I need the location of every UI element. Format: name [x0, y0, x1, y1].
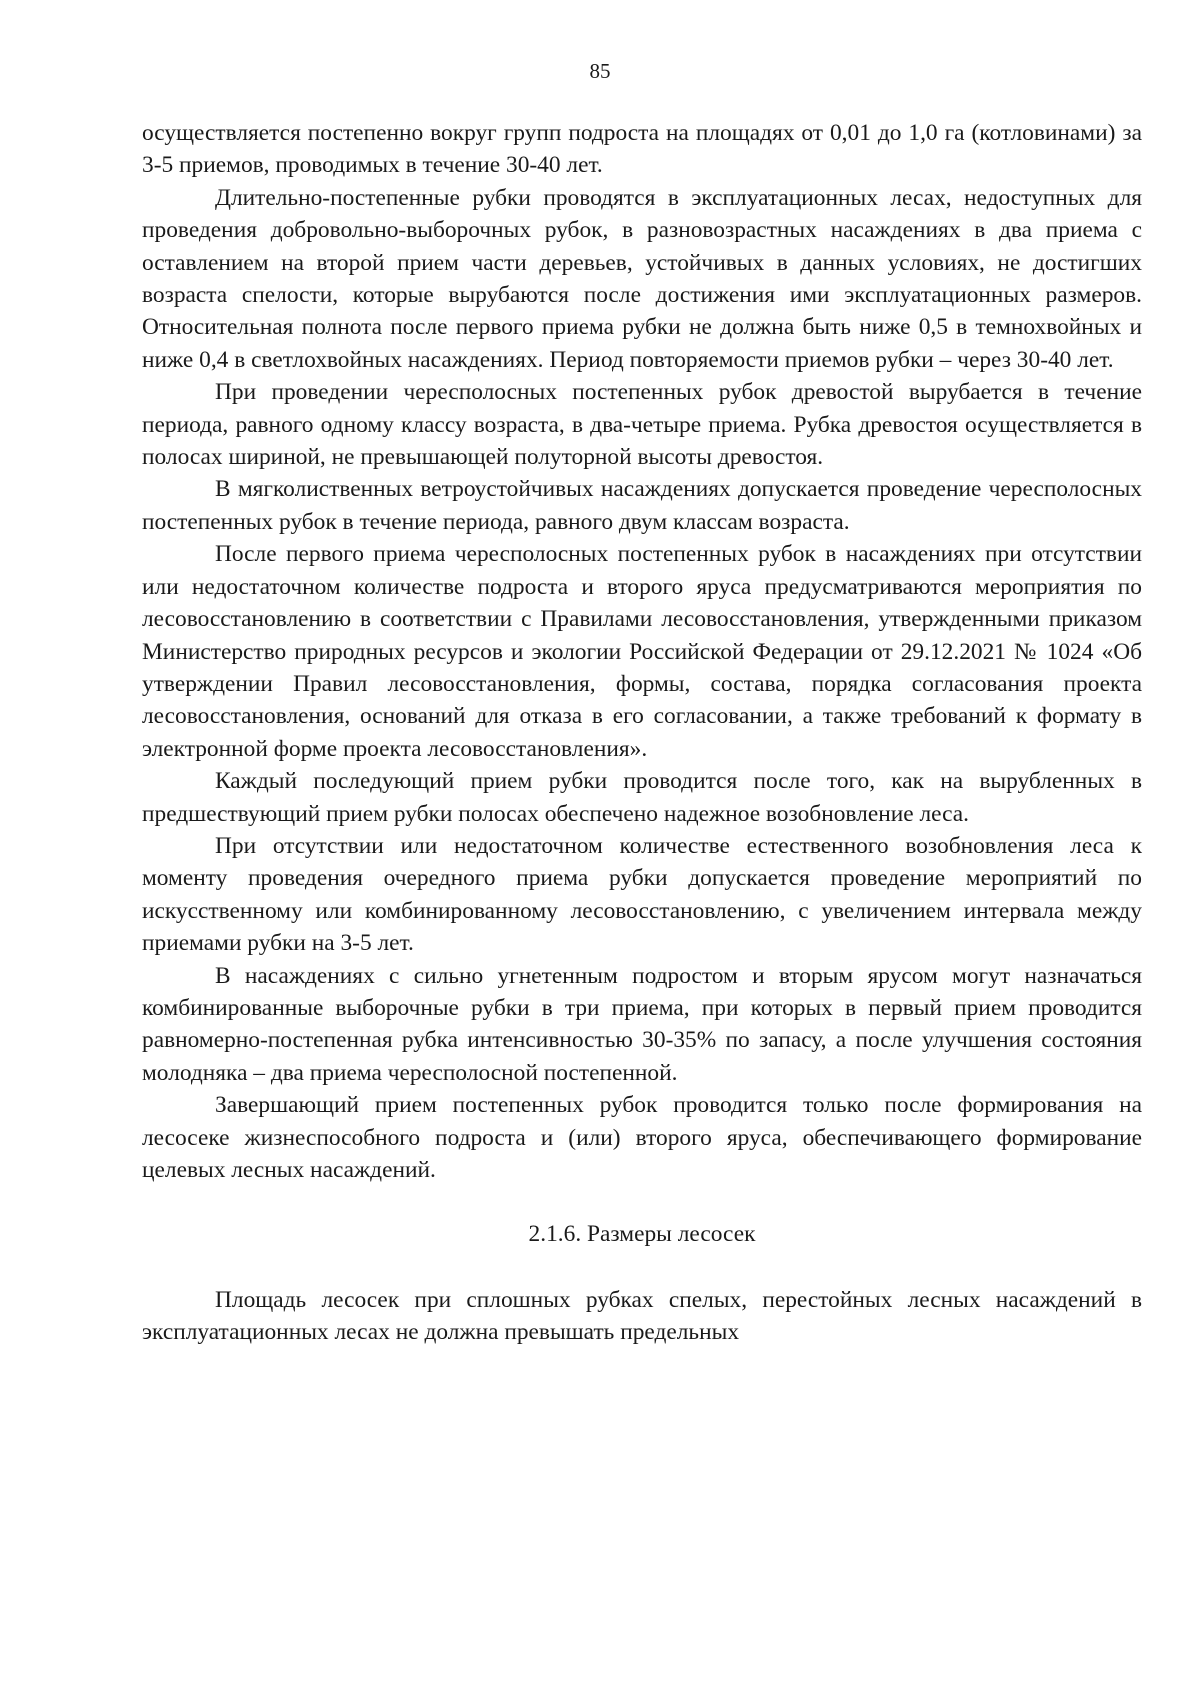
- paragraph-softwood-stands: В мягколиственных ветроустойчивых насаждениях допускается проведение чересполосных постепенных рубок в течение периода, равного двум классам возраста.: [142, 476, 1142, 535]
- paragraph-combined-cutting: В насаждениях с сильно угнетенным подростом и вторым ярусом могут назначаться комбинированные выборочные рубки в три приема, при которых в первый прием проводится равномерно-постепенная рубка интенсивностью 30-35% по запасу, а после улучшения состояния молодняка – два приема чересполосной постепенной.: [142, 962, 1142, 1086]
- paragraph-strip-cutting: При проведении чересполосных постепенных рубок древостой вырубается в течение периода, равного одному классу возраста, в два-четыре приема. Рубка древостоя осуществляется в полосах шириной, не превышающей полуторной высоты древостоя.: [142, 379, 1142, 471]
- paragraph-final-stage: Завершающий прием постепенных рубок проводится только после формирования на лесосеке жизнеспособного подроста и (или) второго яруса, обеспечивающего формирование целевых лесных насаждений.: [142, 1092, 1142, 1183]
- paragraph-insufficient-regrowth: При отсутствии или недостаточном количестве естественного возобновления леса к моменту проведения очередного приема рубки допускается проведение мероприятий по искусственному или комбинированному лесовосстановлению, с увеличением интервала между приемами рубки на 3-5 лет.: [142, 832, 1142, 957]
- paragraph-next-stage: Каждый последующий прием рубки проводится после того, как на вырубленных в предшествующий прием рубки полосах обеспечено надежное возобновление леса.: [142, 768, 1142, 827]
- section-heading: 2.1.6. Размеры лесосек: [528, 1221, 756, 1248]
- paragraph-cutting-area-size: Площадь лесосек при сплошных рубках спелых, перестойных лесных насаждений в эксплуатационных лесах не должна превышать предельных: [142, 1286, 1142, 1346]
- paragraph-continuation: осуществляется постепенно вокруг групп подроста на площадях от 0,01 до 1,0 га (котловинами) за 3-5 приемов, проводимых в течение 30-40 лет.: [142, 120, 1142, 179]
- page-number: 85: [589, 59, 611, 83]
- paragraph-long-gradual-cutting: Длительно-постепенные рубки проводятся в эксплуатационных лесах, недоступных для проведения добровольно-выборочных рубок, в разновозрастных насаждениях в два приема с оставлением на второй прием части деревьев, устойчивых в данных условиях, не достигших возраста спелости, которые вырубаются после достижения ими эксплуатационных размеров. Относительная полнота после первого приема рубки не должна быть ниже 0,5 в темнохвойных и ниже 0,4 в светлохвойных насаждениях. Период повторяемости приемов рубки – через 30-40 лет.: [142, 184, 1142, 373]
- document-body: [142, 117, 1142, 1349]
- paragraph-reforestation-rules: После первого приема чересполосных постепенных рубок в насаждениях при отсутствии или недостаточном количестве подроста и второго яруса предусматриваются мероприятия по лесовосстановлению в соответствии с Правилами лесовосстановления, утвержденными приказом Министерство природных ресурсов и экологии Российской Федерации от 29.12.2021 № 1024 «Об утверждении Правил лесовосстановления, формы, состава, порядка согласования проекта лесовосстановления, оснований для отказа в его согласовании, а также требований к формату в электронной форме проекта лесовосстановления».: [142, 541, 1142, 762]
